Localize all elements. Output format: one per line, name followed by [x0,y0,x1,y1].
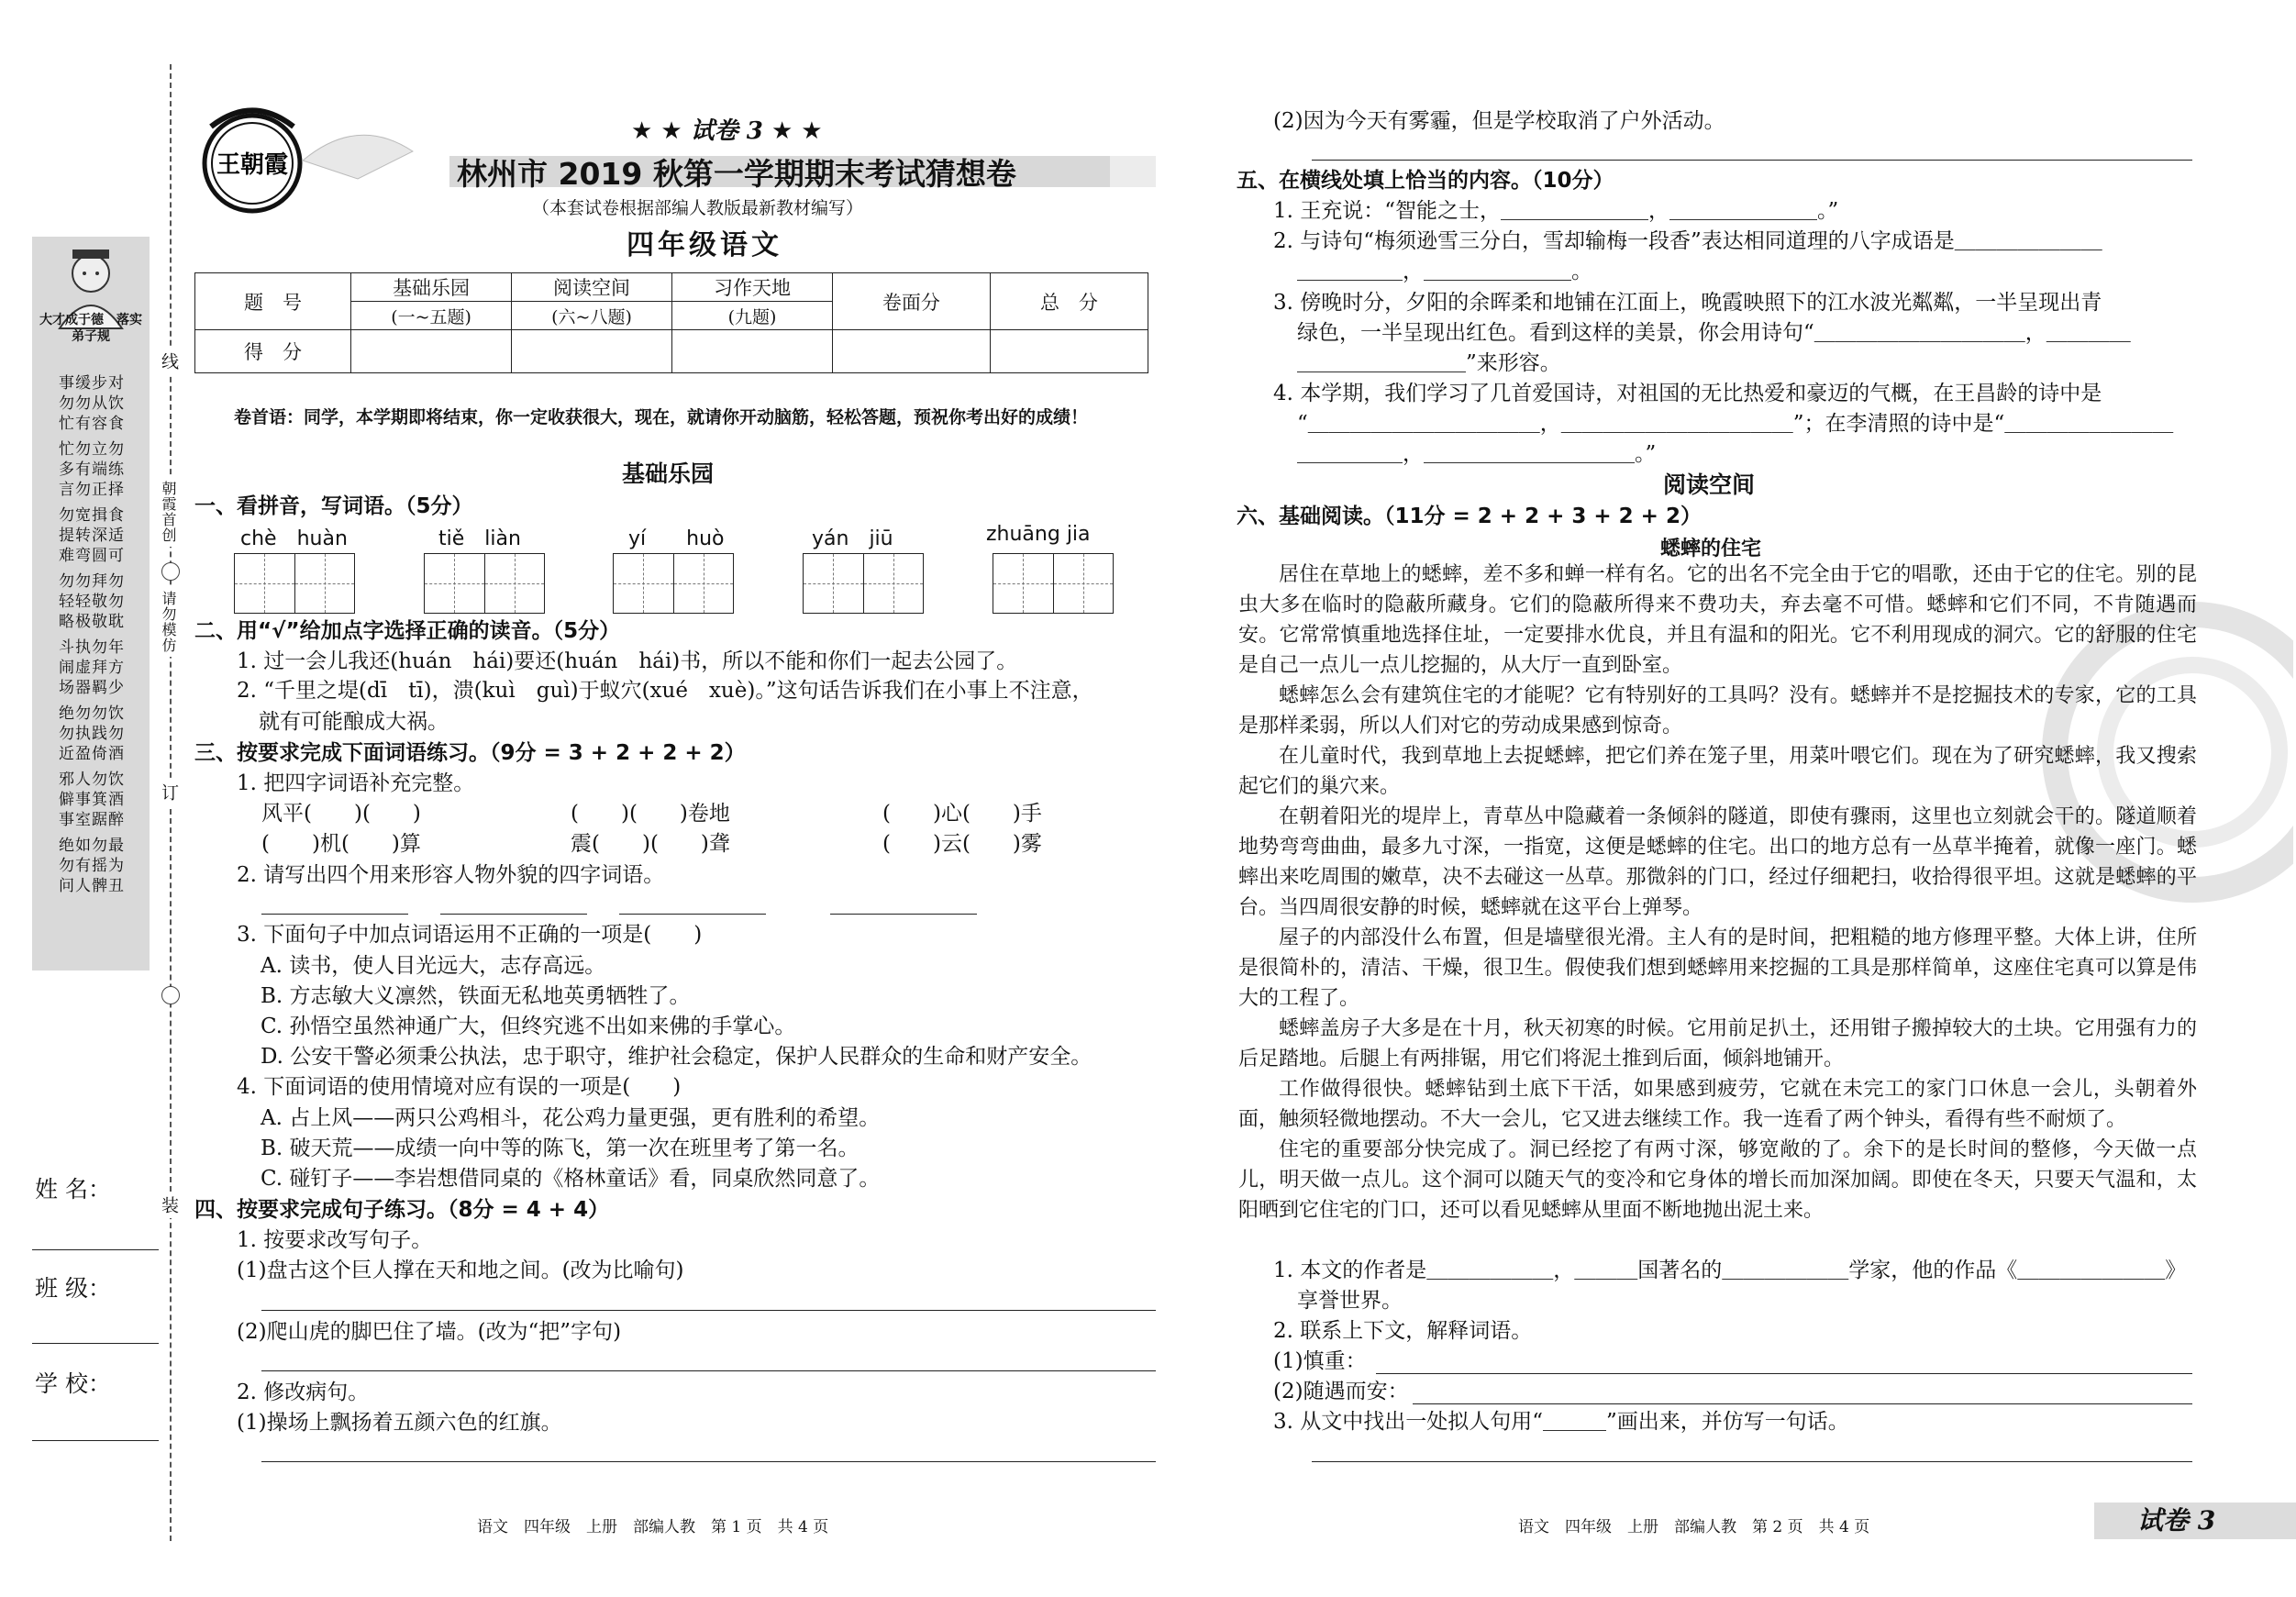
idiom-1: 风平( )( ) [261,802,421,826]
section-heading-reading: 阅读空间 [1663,471,1756,498]
idiom-3: ( )心( )手 [882,802,1042,826]
q2-item-1: 1. 过一会儿我还(huán hái)要还(huán hái)书，所以不能和你们一起去公园了。 [237,649,1018,673]
class-label: 班 级： [35,1275,111,1302]
sidebar-rule-line: 难弯圆可 [59,547,125,565]
fold-label-2: 朝霞首创 [158,477,179,547]
q2-item-2: 2. “千里之堤(dī tī)，溃(kuì guì)于蚁穴(xué xuè)。”这句话告诉我们在小事上不注意， [237,679,1093,703]
sidebar-rule-line: 勿有摇为 [59,857,125,875]
q3-sub-3: 3. 下面句子中加点词语运用不正确的一项是( ) [237,923,703,947]
score-header-label: 题 号 [195,273,351,330]
q6-sub-3: 3. 从文中找出一处拟人句用“＿＿＿”画出来，并仿写一句话。 [1273,1410,1849,1434]
score-col-total: 总 分 [990,273,1148,330]
score-range-reading: (六~八题) [512,302,672,330]
name-label: 姓 名： [35,1176,111,1203]
score-range-basic: (一~五题) [351,302,512,330]
school-field[interactable] [32,1440,159,1441]
q6-title: 六、基础阅读。（11分 = 2 + 2 + 3 + 2 + 2） [1237,505,1702,528]
pinyin-4: yán jiū [812,527,893,550]
sidebar-rule-group [38,638,146,697]
q3-sub-4: 4. 下面词语的使用情境对应有误的一项是( ) [237,1075,682,1099]
binding-hole-icon [161,986,180,1004]
q5-item-4-end: ＿＿＿＿＿，＿＿＿＿＿＿＿＿＿＿。” [1297,442,1657,466]
q3-sub-1: 1. 把四字词语补充完整。 [237,771,475,795]
q6-sub-2: 2. 联系上下文，解释词语。 [1273,1319,1533,1343]
sidebar-rule-line: 多有端练 [59,460,125,479]
q6-sub-2a: (1)慎重： [1273,1349,1367,1373]
sidebar-rule-line: 勿执践勿 [59,725,125,743]
sidebar-rule-group [38,771,146,829]
answer-line[interactable] [440,914,587,915]
writing-grid[interactable] [613,553,734,614]
sidebar-rule-line: 言勿正择 [59,481,125,499]
sidebar-rule-line: 斗执勿年 [59,638,125,657]
q1-title: 一、看拼音，写词语。（5分） [194,494,473,518]
sidebar-rule-line: 忙勿立勿 [59,440,125,459]
q5-item-1: 1. 王充说：“智能之士，＿＿＿＿＿＿＿，＿＿＿＿＿＿＿。” [1273,199,1839,223]
binding-hole-icon [161,562,180,581]
q3-opt-b: B. 方志敏大义凛然，铁面无私地英勇牺牲了。 [261,984,691,1008]
pinyin-5: zhuāng jia [986,523,1091,546]
answer-line[interactable] [1312,1461,2192,1462]
corner-label: 试卷 3 [2137,1505,2216,1536]
writing-grid[interactable] [424,553,545,614]
sidebar-panel [32,237,150,970]
exam-subtitle: （本套试卷根据部编人教版最新教材编写） [532,198,864,218]
school-label: 学 校： [35,1370,111,1397]
sidebar-rule-group [38,440,146,499]
q5-item-3-cont: 绿色，一半呈现出红色。看到这样的美景，你会用诗句“＿＿＿＿＿＿＿＿＿＿，＿＿＿＿ [1297,321,2131,345]
fold-label-5: 装 [158,1192,179,1218]
q3-opt-a: A. 读书，使人目光远大，志存高远。 [261,954,606,978]
page-footer-right: 语文 四年级 上册 部编人教 第 2 页 共 4 页 [1518,1518,1870,1536]
sidebar-rule-group [38,506,146,565]
fold-label-1: 线 [158,349,179,374]
q6-sub-2b: (2)随遇而安： [1273,1380,1409,1403]
score-col-neatness: 卷面分 [832,273,990,330]
answer-line[interactable] [261,1370,1156,1371]
sidebar-rule-line: 勿勿从饮 [59,394,125,413]
passage-paragraph: 在朝着阳光的堤岸上，青草丛中隐藏着一条倾斜的隧道，即使有骤雨，这里也立刻就会干的。隧道顺着地势弯弯曲曲，最多九寸深，一指宽，这便是蟋蟀的住宅。出口的地方总有一丛草半掩着，就像一座门。蟋蟀出来吃周围的嫩草，决不去碰这一丛草。那微斜的门口，经过仔细耙扫，收拾得很平坦。这就是蟋蟀的平台。当四周很安静的时候，蟋蟀就在这平台上弹琴。 [1238,805,2197,919]
q4-sub-1: 1. 按要求改写句子。 [237,1228,433,1252]
paper-series: ★ ★ 试卷 3 ★ ★ [631,117,823,145]
idiom-4: ( )机( )算 [261,832,421,856]
score-col-basic: 基础乐园 [351,273,512,302]
idiom-5: 震( )( )聋 [571,832,730,856]
q4-opt-a: A. 占上风——两只公鸡相斗，花公鸡力量更强，更有胜利的希望。 [261,1106,881,1130]
score-row-label: 得 分 [195,330,351,373]
q4-sub-1a: (1)盘古这个巨人撑在天和地之间。(改为比喻句) [237,1259,684,1282]
page-footer-left: 语文 四年级 上册 部编人教 第 1 页 共 4 页 [477,1518,829,1536]
q6-sub-1-cont: 享誉世界。 [1297,1289,1403,1313]
q4-opt-c: C. 碰钉子——李岩想借同桌的《格林童话》看，同桌欣然同意了。 [261,1167,881,1191]
sidebar-rule-line: 略极敬耽 [59,613,125,631]
q5-item-3-end: ＿＿＿＿＿＿＿＿”来形容。 [1297,351,1561,375]
idiom-6: ( )云( )雾 [882,832,1042,856]
score-table [194,272,1148,373]
sidebar-rule-line: 提转深适 [59,527,125,545]
q3-sub-2: 2. 请写出四个用来形容人物外貌的四字词语。 [237,863,665,887]
passage-title: 蟋蟀的住宅 [1660,538,1762,560]
score-input[interactable] [832,330,990,373]
sidebar-rules [38,374,146,903]
answer-line[interactable] [261,914,408,915]
q5-title: 五、在横线处填上恰当的内容。（10分） [1237,169,1614,193]
writing-grid[interactable] [234,553,355,614]
passage-paragraph: 蟋蟀怎么会有建筑住宅的才能呢？它有特别好的工具吗？没有。蟋蟀并不是挖掘技术的专家，它的工具是那样柔弱，所以人们对它的劳动成果感到惊奇。 [1238,684,2197,738]
passage-paragraph: 居住在草地上的蟋蟀，差不多和蝉一样有名。它的出名不完全由于它的唱歌，还由于它的住宅。别的昆虫大多在临时的隐蔽所藏身。它们的隐蔽所得来不费功夫，弃去毫不可惜。蟋蟀和它们不同，不肯随遇而安。它常常慎重地选择住址，一定要排水优良，并且有温和的阳光。它不利用现成的洞穴。它的舒服的住宅是自己一点儿一点儿挖掘的，从大厅一直到卧室。 [1238,563,2197,677]
answer-line[interactable] [261,1310,1156,1311]
passage-paragraph: 屋子的内部没什么布置，但是墙壁很光滑。主人有的是时间，把粗糙的地方修理平整。大体上讲，住所是很简朴的，清洁、干燥，很卫生。假使我们想到蟋蟀用来挖掘的工具是那样简单，这座住宅真可以算是伟大的工程了。 [1238,926,2197,1010]
class-field[interactable] [32,1343,159,1344]
sidebar-rule-line: 问人髀丑 [59,877,125,895]
q4-title: 四、按要求完成句子练习。（8分 = 4 + 4） [194,1198,610,1222]
sidebar-rule-group [38,704,146,763]
q2-item-2-cont: 就有可能酿成大祸。 [259,710,449,734]
answer-line[interactable] [830,914,977,915]
idiom-2: ( )( )卷地 [571,802,730,826]
pinyin-2: tiě liàn [438,527,521,550]
answer-line[interactable] [1312,160,2192,161]
sidebar-motto: 大才成于德 落实弟子规 [39,313,142,344]
grade-title: 四年级语文 [627,229,782,261]
q6-sub-1: 1. 本文的作者是＿＿＿＿＿＿，＿＿＿国著名的＿＿＿＿＿＿学家，他的作品《＿＿＿＿＿＿＿》 [1273,1259,2187,1282]
paper-series-label: 试卷 3 [690,117,763,145]
sidebar-rule-line: 事缓步对 [59,374,125,393]
q4-sub-1b: (2)爬山虎的脚巴住了墙。(改为“把”字句) [237,1320,622,1344]
sidebar-rule-line: 场器羁少 [59,679,125,697]
answer-line[interactable] [261,1461,1156,1462]
fold-label-3: 请勿模仿 [158,587,179,657]
pinyin-3: yí huò [628,527,725,550]
q2-title: 二、用“√”给加点字选择正确的读音。（5分） [194,619,621,643]
answer-line[interactable] [1376,1373,2192,1374]
q3-opt-d: D. 公安干警必须秉公执法，忠于职守，维护社会稳定，保护人民群众的生命和财产安全。 [261,1045,1093,1069]
sidebar-rule-line: 轻轻敬勿 [59,593,125,611]
q3-title: 三、按要求完成下面词语练习。（9分 = 3 + 2 + 2 + 2） [194,741,746,765]
passage-paragraph: 蟋蟀盖房子大多是在十月，秋天初寒的时候。它用前足扒土，还用钳子搬掉较大的土块。它用强有力的后足踏地。后腿上有两排锯，用它们将泥土推到后面，倾斜地铺开。 [1238,1017,2197,1070]
score-input[interactable] [990,330,1148,373]
sidebar-rule-line: 绝勿勿饮 [59,704,125,723]
q5-item-2: 2. 与诗句“梅须逊雪三分白，雪却输梅一段香”表达相同道理的八字成语是＿＿＿＿＿＿＿ [1273,229,2102,253]
score-col-reading: 阅读空间 [512,273,672,302]
answer-line[interactable] [1413,1403,2192,1404]
q4-opt-b: B. 破天荒——成绩一向中等的陈飞，第一次在班里考了第一名。 [261,1137,860,1160]
q4-sub-2a: (1)操场上飘扬着五颜六色的红旗。 [237,1411,562,1435]
logo-emblem [193,99,312,218]
q5-item-4: 4. 本学期，我们学习了几首爱国诗，对祖国的无比热爱和豪迈的气概，在王昌龄的诗中是 [1273,382,2102,405]
q5-item-2-cont: ＿＿＿＿＿，＿＿＿＿＿＿＿。 [1297,260,1592,283]
name-field[interactable] [32,1249,159,1250]
sidebar-rule-line: 僻事箕酒 [59,791,125,809]
passage-paragraph: 工作做得很快。蟋蟀钻到土底下干活，如果感到疲劳，它就在未完工的家门口休息一会儿，头朝着外面，触须轻微地摆动。不大一会儿，它又进去继续工作。我一连看了两个钟头，看得有些不耐烦了。 [1238,1078,2197,1131]
logo-text: 王朝霞 [216,151,289,179]
sidebar-rule-line: 勿勿拜勿 [59,572,125,591]
sidebar-rule-line: 绝如勿最 [59,837,125,855]
sidebar-rule-line: 勿宽揖食 [59,506,125,525]
score-range-writing: (九题) [672,302,833,330]
sidebar-rule-line: 事室踞醉 [59,811,125,829]
fold-label-4: 订 [158,780,179,805]
score-input[interactable] [351,330,512,373]
passage-body [1238,560,2197,1225]
sidebar-rule-line: 近盈倚酒 [59,745,125,763]
passage-paragraph: 住宅的重要部分快完成了。洞已经挖了有两寸深，够宽敞的了。余下的是长时间的整修，今天做一点儿，明天做一点儿。这个洞可以随天气的变冷和它身体的增长而加深加阔。即使在冬天，只要天气温和，太阳晒到它住宅的门口，还可以看见蟋蟀从里面不断地抛出泥土来。 [1238,1138,2197,1222]
exam-title: 林州市 2019 秋第一学期期末考试猜想卷 [457,156,1016,192]
sidebar-rule-line: 忙有容食 [59,415,125,433]
passage-paragraph: 在儿童时代，我到草地上去捉蟋蟀，把它们养在笼子里，用菜叶喂它们。现在为了研究蟋蟀，我又搜索起它们的巢穴来。 [1238,745,2197,798]
q4-sub-2b: (2)因为今天有雾霾，但是学校取消了户外活动。 [1273,109,1725,133]
sidebar-rule-group [38,837,146,895]
writing-grid[interactable] [803,553,924,614]
q3-opt-c: C. 孙悟空虽然神通广大，但终究逃不出如来佛的手掌心。 [261,1015,796,1038]
pinyin-1: chè huàn [240,527,348,550]
sidebar-rule-line: 邪人勿饮 [59,771,125,789]
writing-grid[interactable] [993,553,1114,614]
preface: 卷首语：同学，本学期即将结束，你一定收获很大，现在，就请你开动脑筋，轻松答题，预祝你考出好的成绩！ [234,407,1089,427]
q5-item-4-cont: “＿＿＿＿＿＿＿＿＿＿＿，＿＿＿＿＿＿＿＿＿＿＿”；在李清照的诗中是“＿＿＿＿＿＿＿＿ [1297,412,2174,436]
q4-sub-2: 2. 修改病句。 [237,1381,370,1404]
sidebar-rule-line: 闹虚拜方 [59,659,125,677]
score-col-writing: 习作天地 [672,273,833,302]
sidebar-rule-group [38,374,146,433]
answer-line[interactable] [619,914,766,915]
score-input[interactable] [672,330,833,373]
sidebar-rule-group [38,572,146,631]
score-input[interactable] [512,330,672,373]
q5-item-3: 3. 傍晚时分，夕阳的余晖柔和地铺在江面上，晚霞映照下的江水波光粼粼，一半呈现出青 [1273,291,2102,315]
section-heading-basic: 基础乐园 [622,460,715,487]
